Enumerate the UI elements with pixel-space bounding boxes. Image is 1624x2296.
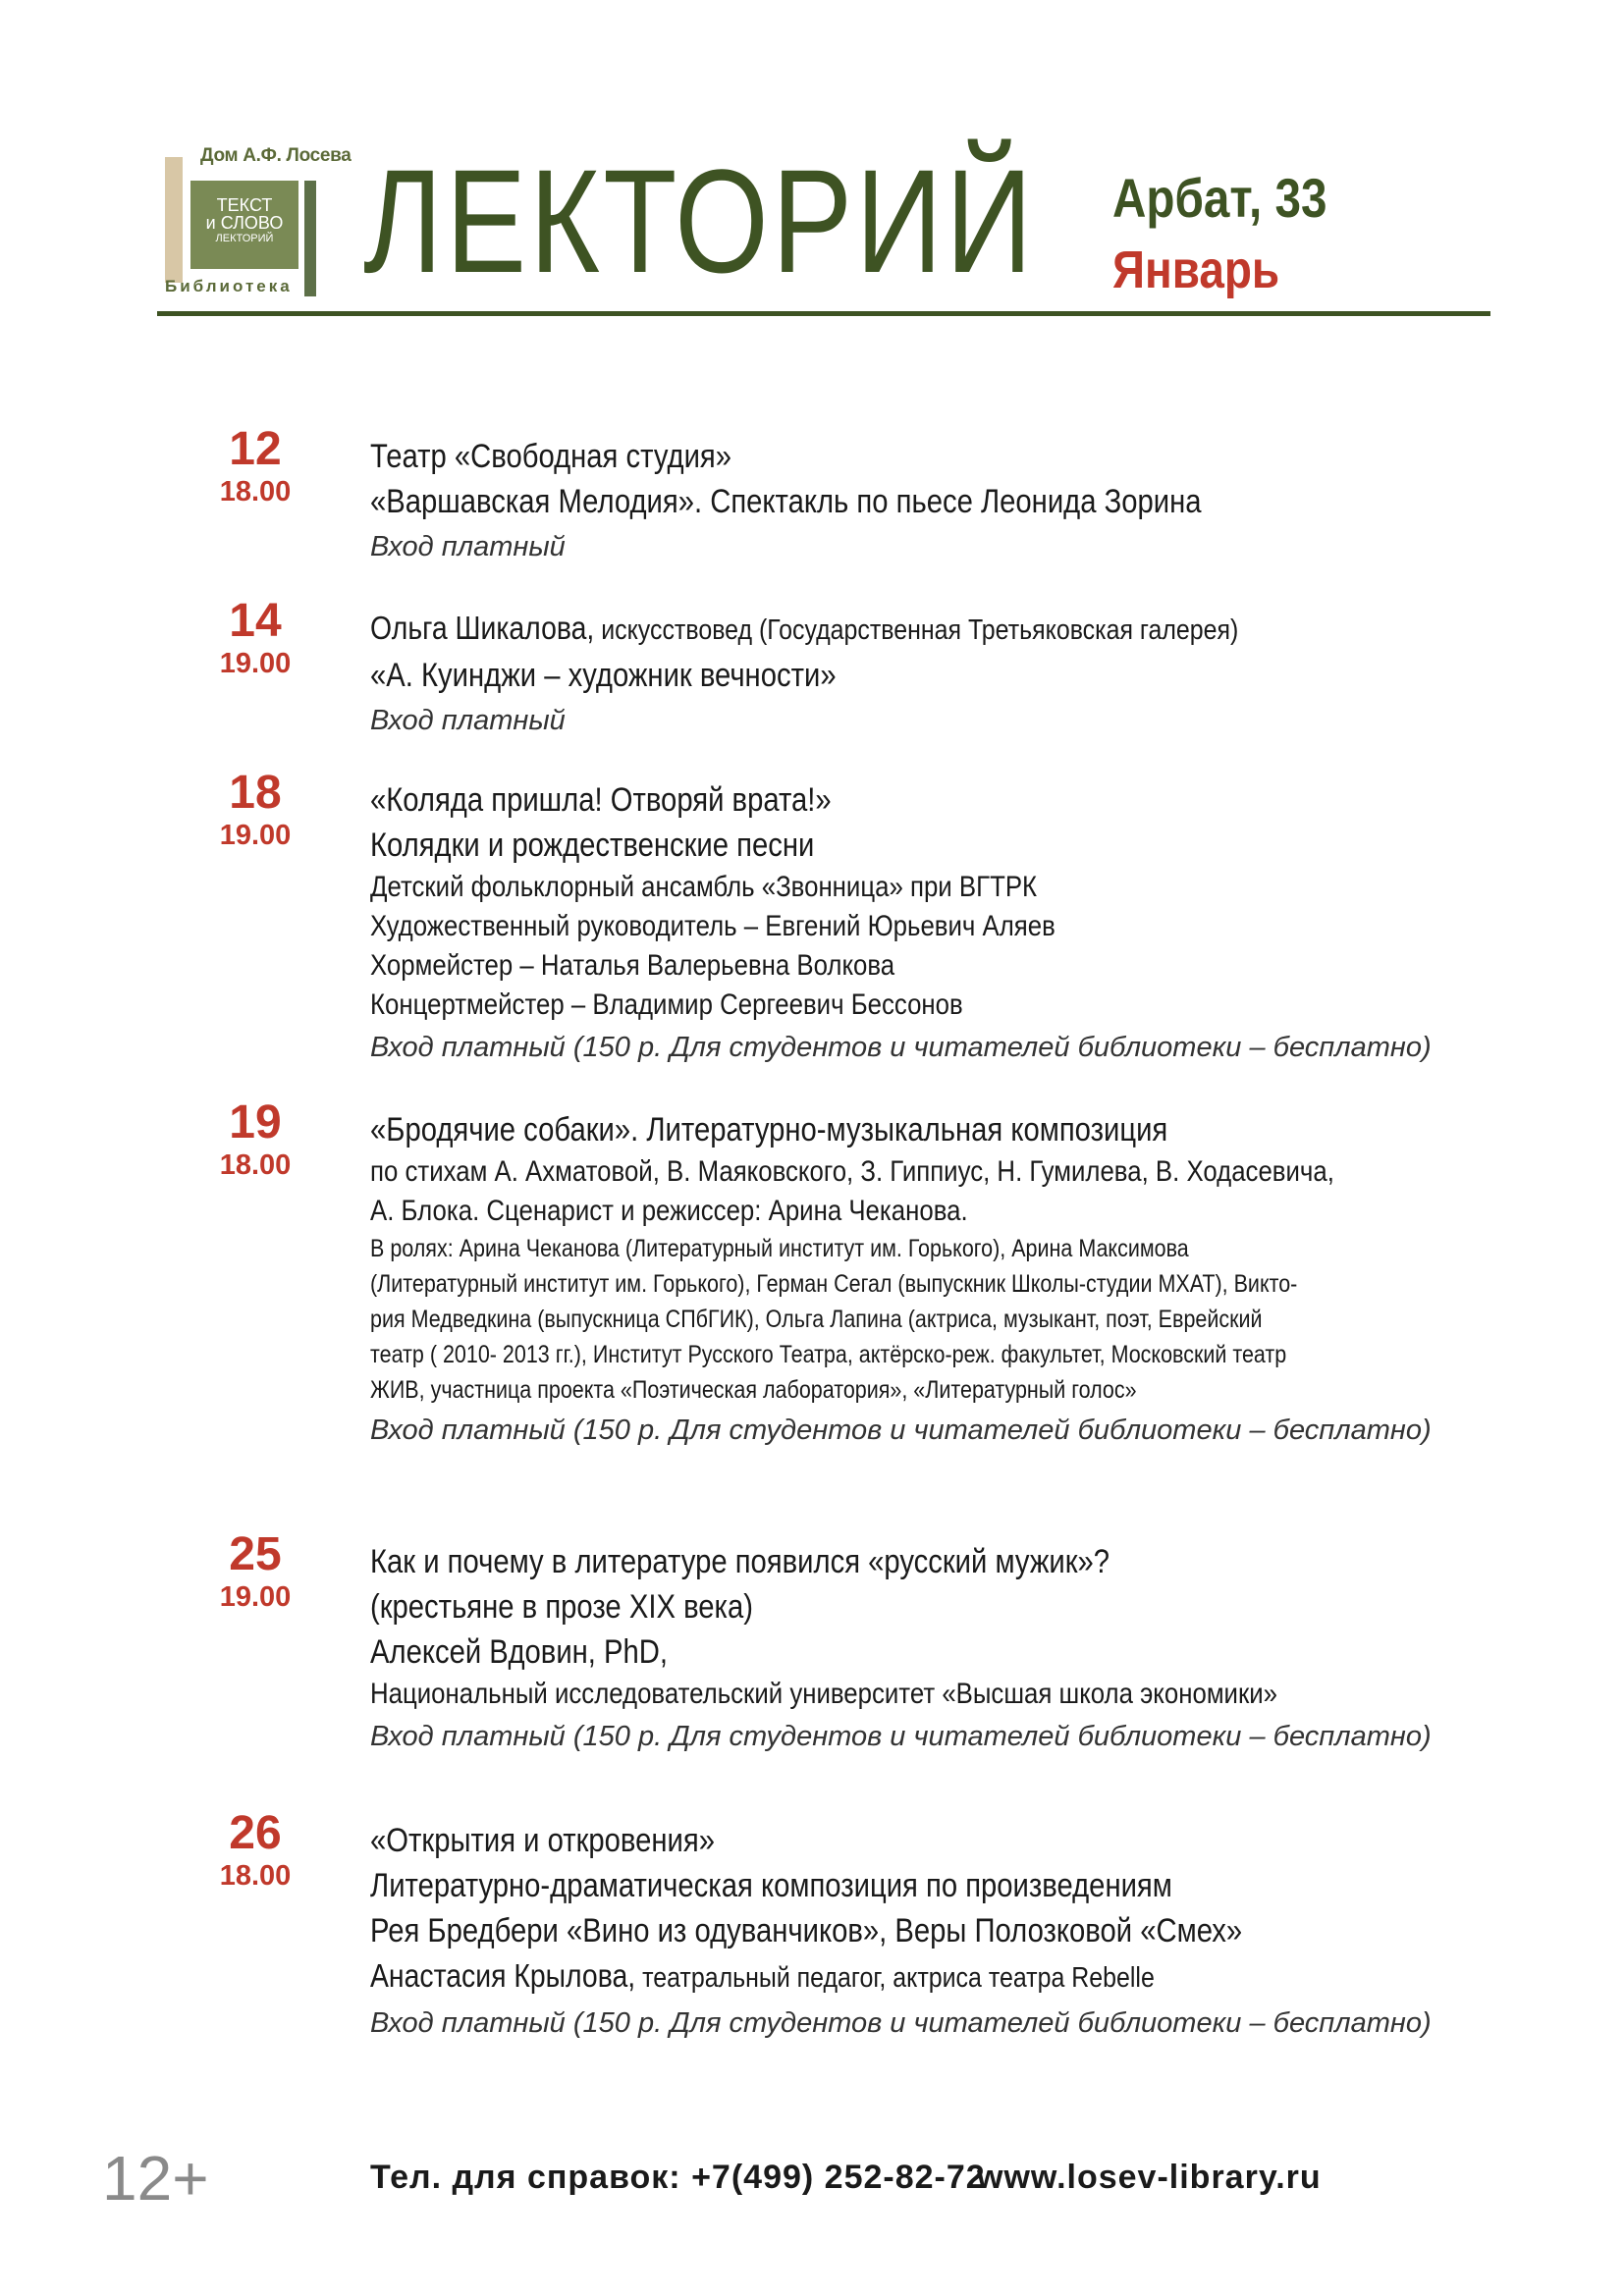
event-entry: Вход платный (150 р. Для студентов и читателей библиотеки – бесплатно) xyxy=(370,2007,1432,2039)
event-day: 14 xyxy=(229,595,282,647)
event-day: 26 xyxy=(229,1807,282,1859)
event-entry: Вход платный (150 р. Для студентов и читателей библиотеки – бесплатно) xyxy=(370,1032,1432,1063)
page-title: ЛЕКТОРИЙ xyxy=(363,138,1036,303)
event-line: ЖИВ, участница проекта «Поэтическая лаборатория», «Литературный голос» xyxy=(370,1376,1137,1404)
speaker-name: Ольга Шикалова, xyxy=(370,610,595,646)
event-line: Как и почему в литературе появился «русский мужик»? xyxy=(370,1543,1110,1580)
event-line: «Бродячие собаки». Литературно-музыкальная композиция xyxy=(370,1111,1168,1148)
event-line: Хормейстер – Наталья Валерьевна Волкова xyxy=(370,949,895,982)
event-time: 18.00 xyxy=(219,1860,292,1892)
logo-dark-bar xyxy=(304,181,316,296)
age-rating: 12+ xyxy=(102,2143,209,2214)
event-day: 12 xyxy=(229,423,282,475)
event-line: Литературно-драматическая композиция по произведениям xyxy=(370,1867,1172,1904)
event-day: 25 xyxy=(229,1528,282,1580)
event-line: (Литературный институт им. Горького), Герман Сегал (выпускник Школы-студии МХАТ), Викто- xyxy=(370,1270,1298,1298)
logo-line-1: ТЕКСТ xyxy=(216,195,273,215)
event-line xyxy=(370,1953,1341,2001)
event-line: А. Блока. Сценарист и режиссер: Арина Чеканова. xyxy=(370,1195,968,1227)
event-line: «А. Куинджи – художник вечности» xyxy=(370,657,837,694)
event-line: Детский фольклорный ансамбль «Звонница» при ВГТРК xyxy=(370,871,1038,903)
logo-bottom-text: Библиотека xyxy=(165,277,293,295)
contact-phone: Тел. для справок: +7(499) 252-82-72 xyxy=(370,2159,986,2196)
event-time: 18.00 xyxy=(219,476,292,507)
event-time: 18.00 xyxy=(219,1149,292,1181)
event-line: по стихам А. Ахматовой, В. Маяковского, З. Гиппиус, Н. Гумилева, В. Ходасевича, xyxy=(370,1155,1334,1188)
event-day: 18 xyxy=(229,767,282,819)
logo-top-text: Дом А.Ф. Лосева xyxy=(200,145,352,166)
header-divider xyxy=(157,311,1490,316)
event-line xyxy=(370,606,1341,653)
event-line: Художественный руководитель – Евгений Юрьевич Аляев xyxy=(370,910,1056,942)
event-line: Театр «Свободная студия» xyxy=(370,438,731,475)
speaker-role: искусствовед (Государственная Третьяковская галерея) xyxy=(594,614,1239,646)
logo-line-3: ЛЕКТОРИЙ xyxy=(215,233,274,244)
event-line: «Варшавская Мелодия». Спектакль по пьесе Леонида Зорина xyxy=(370,483,1202,520)
event-time: 19.00 xyxy=(219,1581,292,1613)
event-line: Алексей Вдовин, PhD, xyxy=(370,1633,669,1671)
logo-line-2: и СЛОВО xyxy=(205,213,284,233)
address: Арбат, 33 xyxy=(1112,167,1327,229)
event-entry: Вход платный (150 р. Для студентов и читателей библиотеки – бесплатно) xyxy=(370,1721,1432,1752)
event-line: «Открытия и откровения» xyxy=(370,1822,715,1859)
library-logo xyxy=(157,141,350,298)
month: Январь xyxy=(1112,240,1280,299)
event-line: рия Медведкина (выпускница СПбГИК), Ольга Лапина (актриса, музыкант, поэт, Еврейский xyxy=(370,1306,1263,1333)
speaker-role: театральный педагог, актриса театра Rebelle xyxy=(635,1962,1155,1994)
event-line: Концертмейстер – Владимир Сергеевич Бессонов xyxy=(370,988,963,1021)
logo-beige-bar xyxy=(165,157,183,283)
event-line: Колядки и рождественские песни xyxy=(370,827,815,864)
event-entry: Вход платный (150 р. Для студентов и читателей библиотеки – бесплатно) xyxy=(370,1415,1432,1446)
speaker-name: Анастасия Крылова, xyxy=(370,1957,636,1994)
event-line: В ролях: Арина Чеканова (Литературный институт им. Горького), Арина Максимова xyxy=(370,1235,1189,1262)
event-entry: Вход платный xyxy=(370,531,566,562)
event-day: 19 xyxy=(229,1096,282,1148)
event-time: 19.00 xyxy=(219,648,292,679)
event-line: театр ( 2010- 2013 гг.), Институт Русского Театра, актёрско-реж. факультет, Московский театр xyxy=(370,1341,1287,1368)
website-link[interactable]: www.losev-library.ru xyxy=(977,2159,1322,2196)
event-line: Рея Бредбери «Вино из одуванчиков», Веры Полозковой «Смех» xyxy=(370,1912,1243,1949)
event-line: Национальный исследовательский университет «Высшая школа экономики» xyxy=(370,1678,1278,1710)
event-entry: Вход платный xyxy=(370,705,566,736)
logo-green-box xyxy=(190,181,298,269)
event-time: 19.00 xyxy=(219,820,292,851)
event-line: «Коляда пришла! Отворяй врата!» xyxy=(370,781,832,819)
event-line: (крестьяне в прозе XIX века) xyxy=(370,1588,753,1626)
